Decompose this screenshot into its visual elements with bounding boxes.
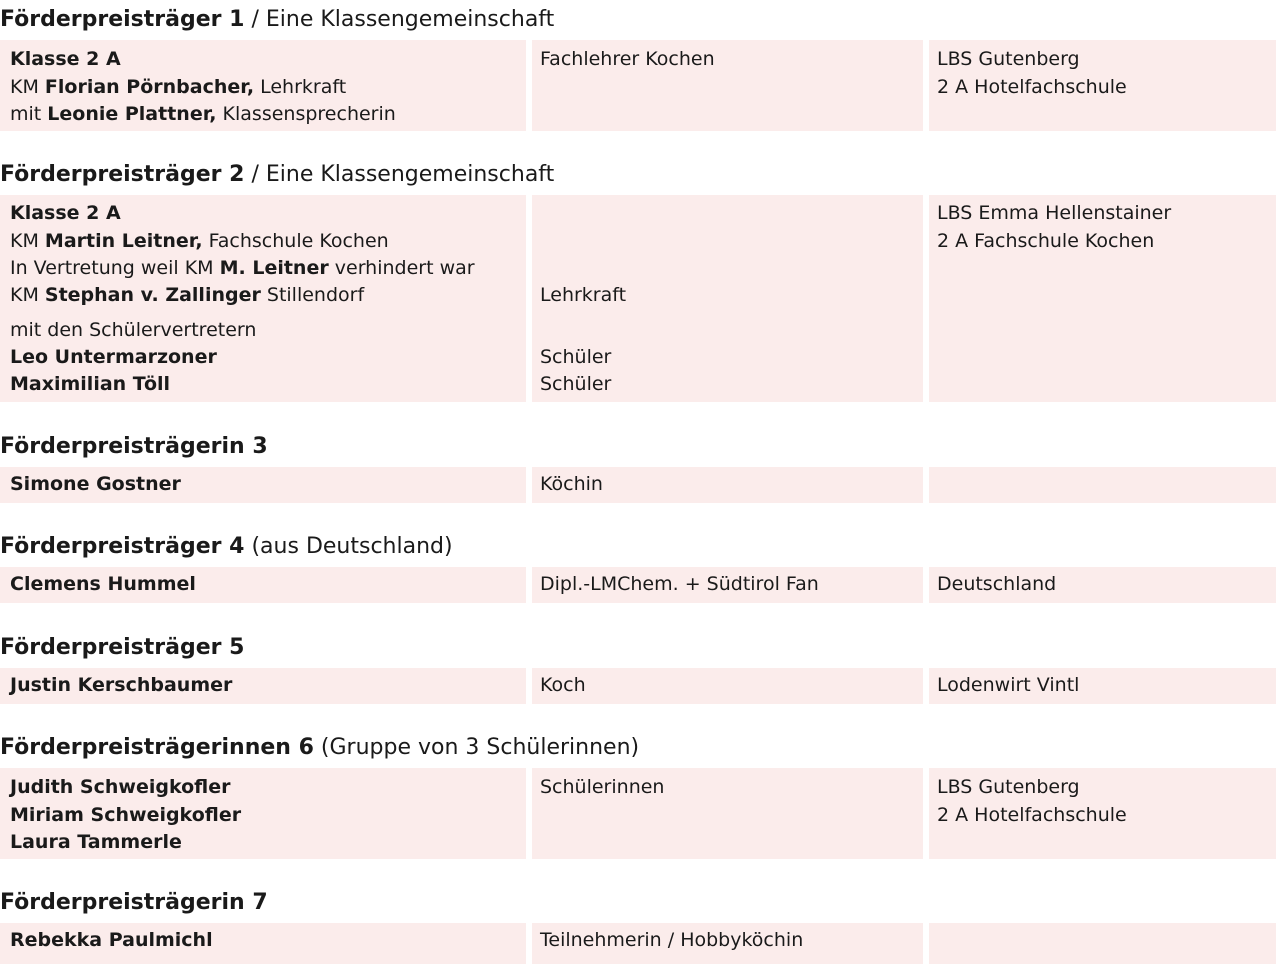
heading-title: Förderpreisträger 2: [0, 162, 245, 187]
names-cell: [0, 40, 526, 131]
section-row-5: [0, 668, 1276, 704]
institution-cell: [929, 923, 1276, 964]
role-line: Schüler: [540, 373, 612, 395]
role-line: Fachlehrer Kochen: [540, 48, 715, 70]
heading-suffix: / Eine Klassengemeinschaft: [244, 162, 555, 187]
name-line: KM Martin Leitner, Fachschule Kochen: [10, 230, 389, 252]
section-heading-1: [0, 6, 554, 34]
section-row-4: [0, 567, 1276, 603]
heading-title: Förderpreisträger 5: [0, 635, 245, 660]
role-line: Dipl.-LMChem. + Südtirol Fan: [540, 573, 819, 595]
name-line: Clemens Hummel: [10, 573, 196, 595]
name-line: Leo Untermarzoner: [10, 346, 217, 368]
name-line: KM Florian Pörnbacher, Lehrkraft: [10, 75, 347, 98]
section-row-3: [0, 467, 1276, 503]
section-heading-3: [0, 433, 268, 461]
names-cell: [0, 768, 526, 859]
section-row-1: [0, 40, 1276, 131]
heading-title: Förderpreisträgerin 3: [0, 434, 268, 459]
institution-line: LBS Gutenberg: [937, 48, 1080, 70]
role-cell: [532, 768, 923, 859]
section-heading-4: [0, 533, 453, 561]
heading-suffix: (aus Deutschland): [244, 534, 453, 559]
name-line: Miriam Schweigkofler: [10, 803, 242, 826]
section-heading-7: [0, 889, 268, 917]
names-cell: [0, 567, 526, 603]
names-cell: [0, 195, 526, 402]
heading-title: Förderpreisträger 4: [0, 534, 245, 559]
names-cell: [0, 923, 526, 964]
section-row-6: [0, 768, 1276, 859]
institution-cell: [929, 40, 1276, 131]
names-cell: [0, 467, 526, 503]
role-cell: [532, 923, 923, 964]
heading-suffix: / Eine Klassengemeinschaft: [244, 7, 555, 32]
section-heading-2: [0, 161, 554, 189]
heading-title: Förderpreisträger 1: [0, 7, 245, 32]
name-line: Klasse 2 A: [10, 202, 121, 224]
role-cell: [532, 467, 923, 503]
role-cell: [532, 195, 923, 402]
section-row-2: [0, 195, 1276, 402]
institution-line: LBS Emma Hellenstainer: [937, 202, 1172, 224]
name-line: Simone Gostner: [10, 473, 181, 495]
role-line: Koch: [540, 674, 586, 696]
name-line: Rebekka Paulmichl: [10, 929, 213, 951]
role-line: Schüler: [540, 346, 612, 368]
role-cell: [532, 40, 923, 131]
heading-suffix: (Gruppe von 3 Schülerinnen): [313, 735, 640, 760]
name-line: In Vertretung weil KM M. Leitner verhindert war: [10, 257, 475, 279]
institution-line: 2 A Hotelfachschule: [937, 75, 1127, 98]
role-cell: [532, 567, 923, 603]
names-cell: [0, 668, 526, 704]
role-line: Schülerinnen: [540, 776, 665, 798]
name-line: Justin Kerschbaumer: [10, 674, 233, 696]
name-line: mit Leonie Plattner, Klassensprecherin: [10, 103, 396, 125]
institution-cell: [929, 567, 1276, 603]
name-line: Judith Schweigkofler: [10, 776, 231, 798]
heading-title: Förderpreisträgerinnen 6: [0, 735, 314, 760]
name-line: KM Stephan v. Zallinger Stillendorf: [10, 284, 365, 306]
institution-line: 2 A Hotelfachschule: [937, 803, 1127, 826]
institution-line: Lodenwirt Vintl: [937, 674, 1080, 696]
name-line: Laura Tammerle: [10, 831, 182, 853]
role-cell: [532, 668, 923, 704]
name-line: Maximilian Töll: [10, 373, 171, 395]
institution-cell: [929, 668, 1276, 704]
section-heading-6: [0, 734, 639, 762]
institution-cell: [929, 467, 1276, 503]
institution-line: 2 A Fachschule Kochen: [937, 230, 1155, 252]
section-row-7: [0, 923, 1276, 964]
institution-line: LBS Gutenberg: [937, 776, 1080, 798]
name-line: Klasse 2 A: [10, 48, 121, 70]
heading-title: Förderpreisträgerin 7: [0, 890, 268, 915]
role-line: Teilnehmerin / Hobbyköchin: [540, 929, 804, 951]
section-heading-5: [0, 634, 244, 662]
role-line: Köchin: [540, 473, 603, 495]
role-line: Lehrkraft: [540, 284, 627, 306]
institution-line: Deutschland: [937, 573, 1057, 595]
institution-cell: [929, 768, 1276, 859]
institution-cell: [929, 195, 1276, 402]
name-line: mit den Schülervertretern: [10, 319, 257, 341]
